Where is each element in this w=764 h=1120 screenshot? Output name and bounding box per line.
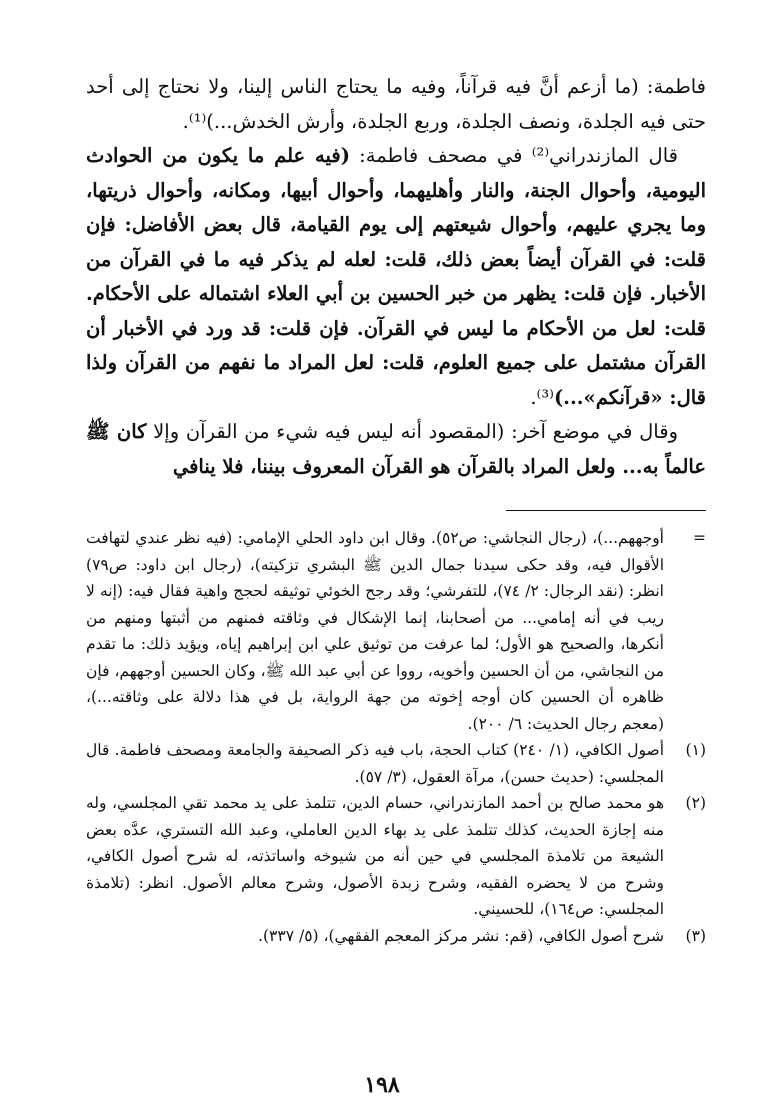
continuation-mark: = (693, 529, 706, 547)
paragraph-another-place-lead: وقال في موضع آخر: (المقصود أنه ليس فيه شيء من القرآن وإلا (146, 420, 678, 443)
book-page (86, 70, 706, 1100)
paragraph-mazandarani-note: ⁽³⁾. (530, 385, 554, 409)
footnote-number: (٣) (685, 926, 706, 945)
paragraph-another-place (86, 415, 706, 484)
footnote-text: أصول الكافي، (١/ ٢٤٠) كتاب الحجة، باب فيه ذكر الصحيفة والجامعة ومصحف فاطمة. قال المجلسي: (حديث حسن)، مرآة العقول، (٣/ ٥٧). (86, 741, 664, 786)
paragraph-fatima-quote: فاطمة: (ما أزعم أنَّ فيه قرآناً، وفيه ما يحتاج الناس إلينا، ولا نحتاج إلى أحد حتى فيه الجلدة، ونصف الجلدة، وربع الجلدة، وأرش الخدش...)⁽¹⁾. (86, 75, 706, 133)
footnote-3 (86, 923, 706, 950)
footnote-text: شرح أصول الكافي، (قم: نشر مركز المعجم الفقهي)، (٥/ ٣٣٧). (258, 926, 664, 945)
footnote-text: هو محمد صالح بن أحمد المازندراني، حسام الدين، تتلمذ على يد محمد تقي المجلسي، وله منه إجازة الحديث، كذلك تتلمذ على يد بهاء الدين العاملي، وعبد الله التستري، عدَّه بعض الشيعة من تلامذة المجلسي في حين أنه من شيوخه واساتذته، له شرح أصول الكافي، وشرح من لا يحضره الفقيه، وشرح زبدة الأصول، وشرح معالم الأصول. انظر: (تلامذة المجلسي: ص١٦٤)، للحسيني. (86, 794, 664, 918)
footnote-1 (86, 737, 706, 790)
footnote-divider (506, 510, 706, 511)
paragraph-mazandarani (86, 139, 706, 415)
footnote-number: (٢) (685, 794, 706, 812)
footnote-2 (86, 790, 706, 923)
paragraph-another-place-quote: كان ﷺ عالماً به... ولعل المراد بالقرآن هو القرآن المعروف بيننا، فلا ينافي (86, 420, 706, 478)
paragraph-mazandarani-quote: (فيه علم ما يكون من الحوادث اليومية، وأحوال الجنة، والنار وأهليهما، وأحوال أبيها، ومكانه، وأحوال ذريتها، وما يجري عليهم، وأحوال شيعتهم إلى يوم القيامة، قال بعض الأفاضل: فإن قلت: في القرآن أيضاً بعض ذلك، قلت: لعله لم يذكر فيه ما في القرآن من الأخبار. فإن قلت: يظهر من خبر الحسين بن أبي العلاء اشتماله على الأحكام. قلت: لعل من الأحكام ما ليس في القرآن. فإن قلت: قد ورد في الأخبار أن القرآن مشتمل على جميع العلوم، قلت: لعل المراد ما نفهم من القرآن ولذا قال: «قرآنكم»...) (86, 144, 706, 409)
continuation-text: أوجههم...)، (رجال النجاشي: ص٥٢). وقال ابن داود الحلي الإمامي: (فيه نظر عندي لتهافت الأقوال فيه، وقد حكى سيدنا جمال الدين ﷺ البشري تزكيته)، (رجال ابن داود: ص٧٩) انظر: (نقد الرجال: ٢/ ٧٤)، للتفرشي؛ وقد رجح الخوئي توثيقه لحجج واهية فقال فيه: (إنه لا ريب في أنه إمامي... من أصحابنا، إنما الإشكال في وثاقته فمنهم من أثبتها ومنهم من أنكرها، والصحيح هو الأول؛ لما عرفت من توثيق علي ابن إبراهيم إياه، ويؤيد ذلك: ما تقدم من النجاشي، من أن الحسين وأخويه، رووا عن أبي عبد الله ﷺ، وكان الحسين أوجههم، فإن ظاهره أن الحسين كان أوجه إخوته من جهة الرواية، بل في هذا دلالة على وثاقته...)، (معجم رجال الحديث: ٦/ ٢٠٠). (86, 529, 664, 733)
footnote-number: (١) (685, 741, 706, 759)
paragraph-mazandarani-lead: قال المازندراني⁽²⁾ في مصحف فاطمة: (349, 144, 678, 167)
footnote-continuation (86, 525, 706, 737)
page-number: ١٩٨ (364, 1072, 400, 1098)
footnotes (86, 525, 706, 949)
main-text (86, 70, 706, 484)
